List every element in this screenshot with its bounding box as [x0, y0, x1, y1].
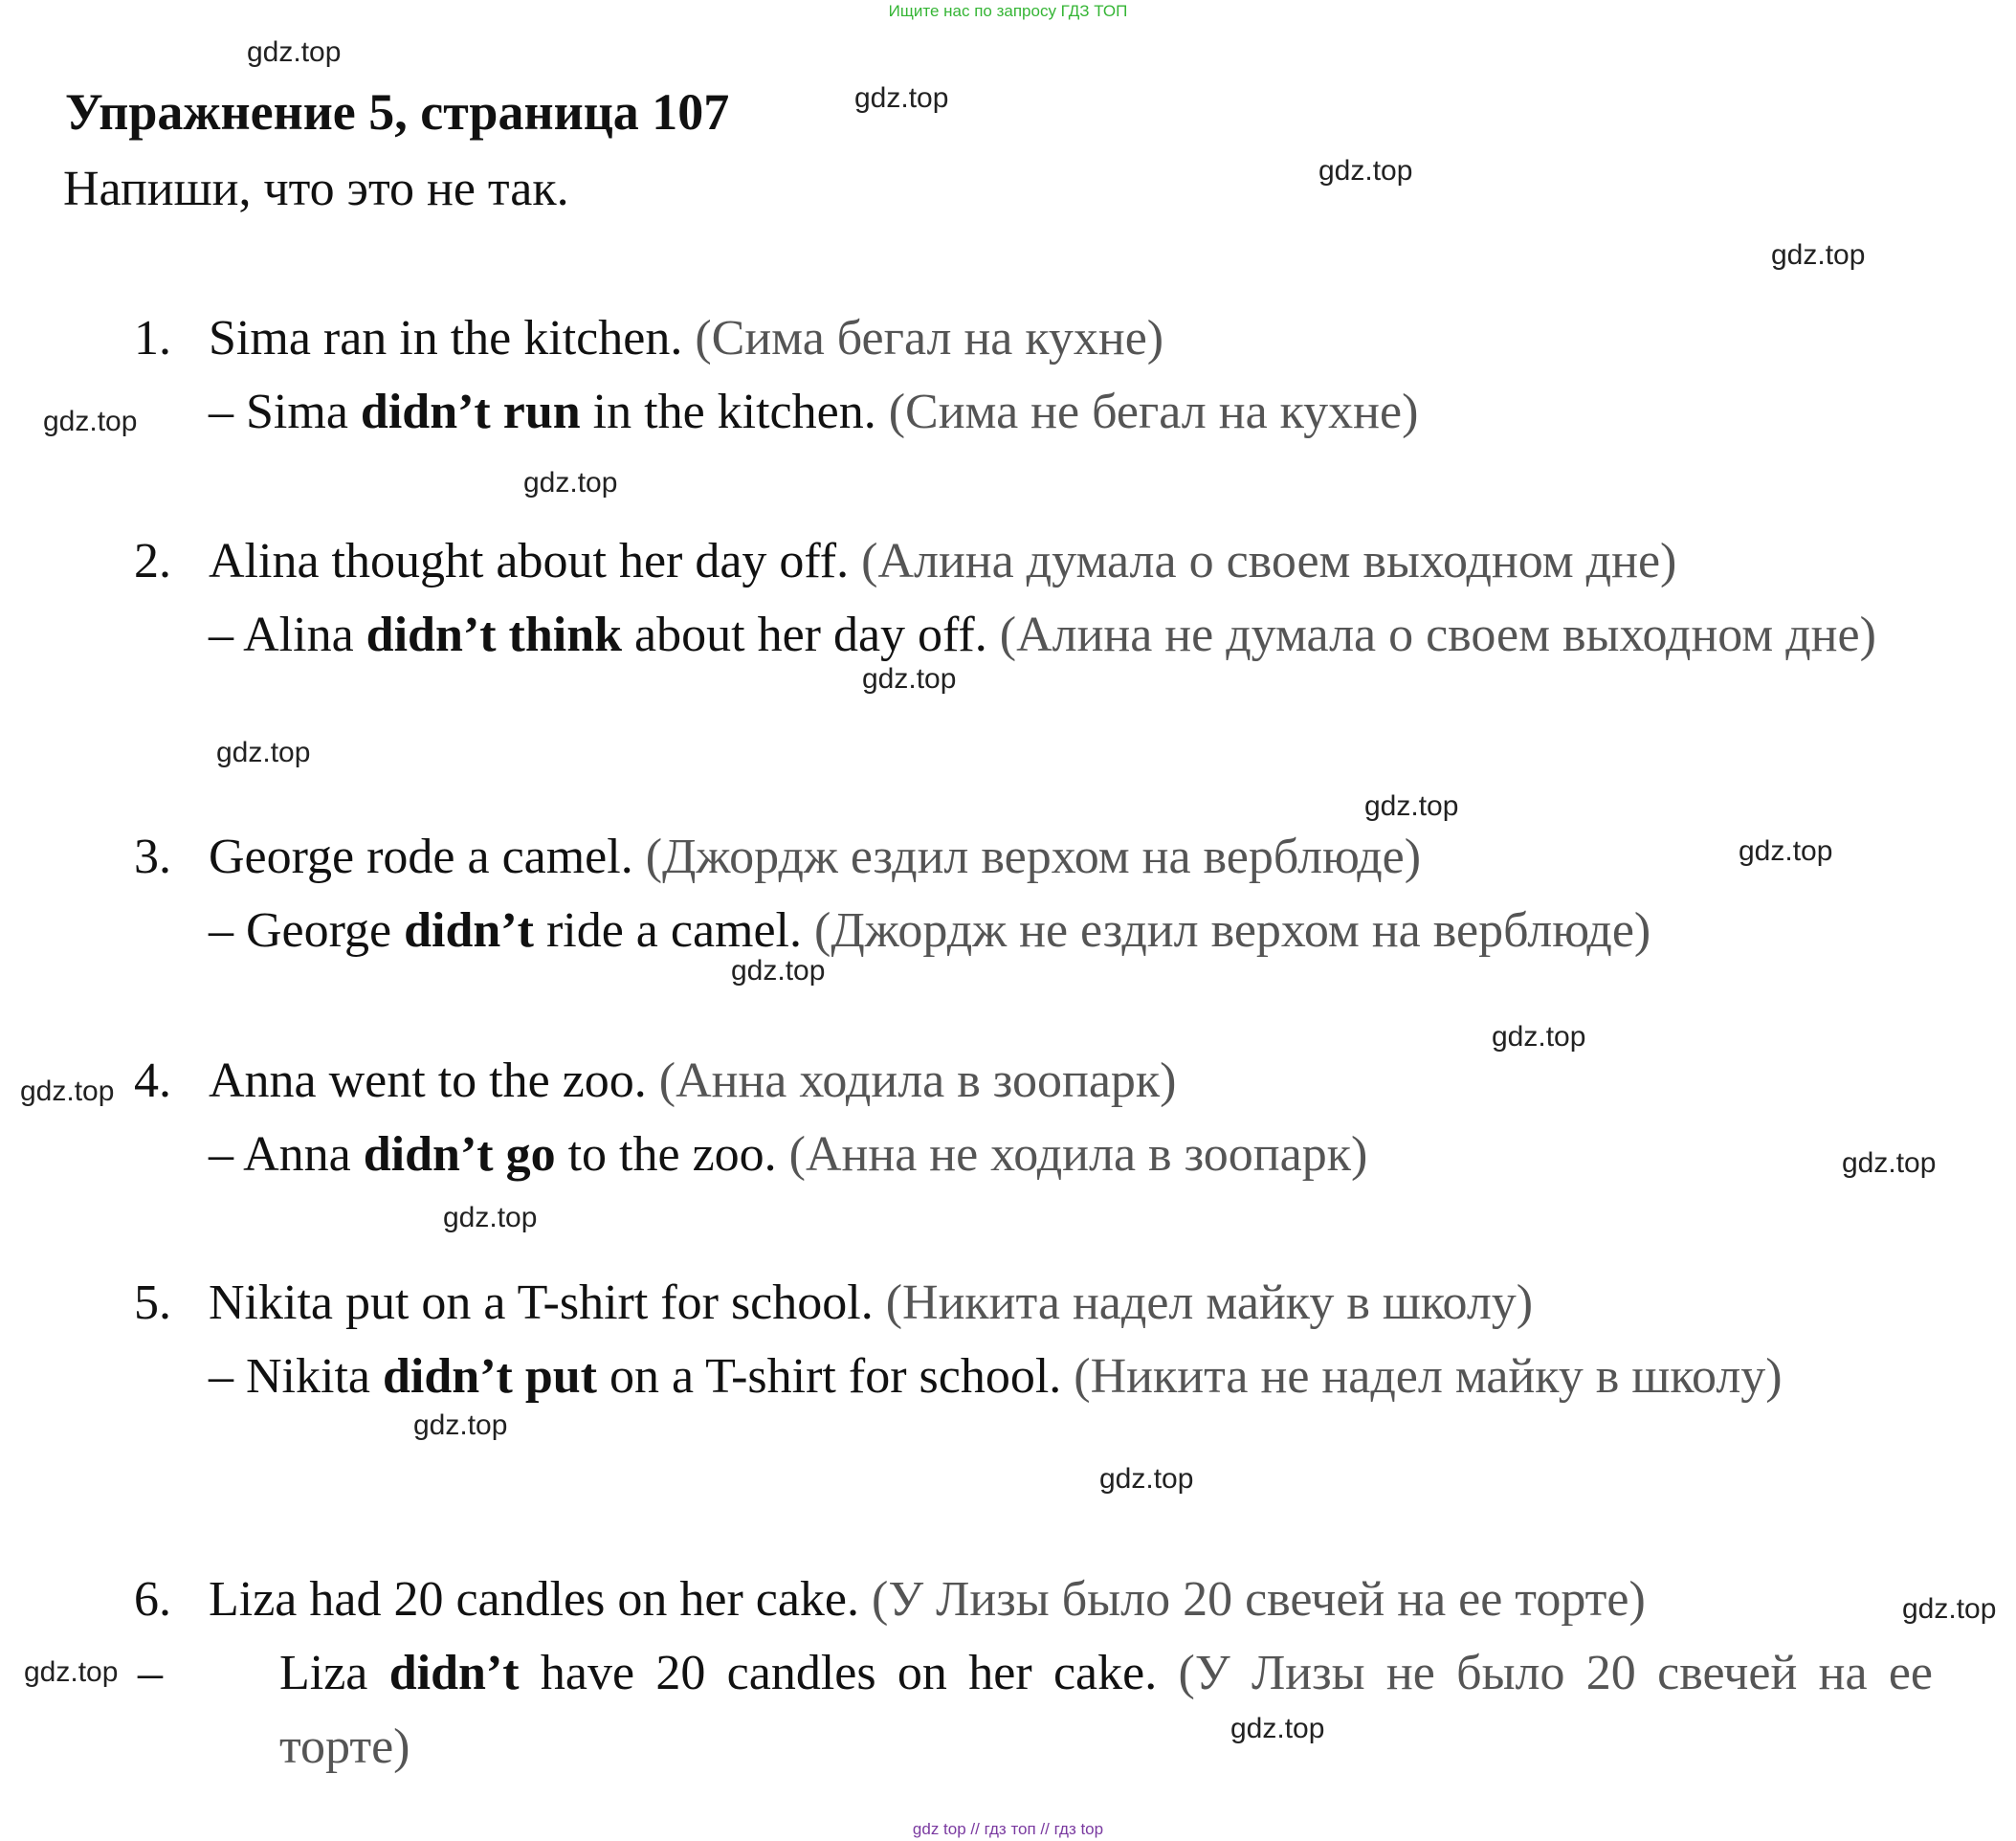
question-ru: (Алина думала о своем выходном дне): [861, 534, 1677, 588]
watermark: gdz.top: [443, 1202, 538, 1233]
answer-ru: (Никита не надел майку в школу): [1074, 1349, 1783, 1404]
answer-prefix: Liza: [279, 1646, 389, 1700]
question-line: [209, 524, 1933, 598]
answer-ru: (Анна не ходила в зоопарк): [788, 1127, 1368, 1182]
watermark: gdz.top: [1739, 835, 1833, 867]
question-ru: (Джордж ездил верхом на верблюде): [645, 830, 1422, 884]
watermark: gdz.top: [854, 82, 949, 114]
watermark: gdz.top: [523, 467, 618, 499]
answer-line: [138, 1636, 1934, 1784]
answer-line: [209, 1118, 1933, 1191]
watermark: gdz.top: [20, 1076, 115, 1107]
question-en: Nikita put on a T-shirt for school.: [209, 1275, 874, 1330]
answer-negation: didn’t think: [366, 608, 623, 662]
exercise-instruction: Напиши, что это не так.: [63, 162, 569, 216]
answer-rest: about her day off.: [622, 608, 987, 662]
watermark: gdz.top: [247, 36, 342, 68]
answer-ru: (Джордж не ездил верхом на верблюде): [814, 903, 1651, 958]
answer-rest: in the kitchen.: [580, 385, 876, 439]
watermark: gdz.top: [413, 1409, 508, 1441]
watermark: gdz.top: [1842, 1147, 1937, 1179]
watermark: gdz.top: [1902, 1593, 1997, 1625]
answer-prefix: – Sima: [209, 385, 361, 439]
watermark: gdz.top: [1771, 239, 1866, 271]
answer-line: [209, 375, 1933, 449]
question-en: George rode a camel.: [209, 830, 633, 884]
answer-line: [209, 894, 1933, 967]
answer-dash: –: [138, 1646, 163, 1700]
item-number: 6.: [134, 1572, 171, 1627]
watermark: gdz.top: [1364, 790, 1459, 822]
answer-rest: on a T-shirt for school.: [596, 1349, 1062, 1404]
question-en: Sima ran in the kitchen.: [209, 311, 683, 366]
exercise-item-1: [134, 301, 1933, 449]
exercise-item-3: [134, 820, 1933, 967]
watermark: gdz.top: [216, 737, 311, 768]
top-banner: Ищите нас по запросу ГДЗ ТОП: [888, 2, 1128, 20]
question-ru: (Анна ходила в зоопарк): [658, 1054, 1177, 1108]
answer-negation: didn’t: [404, 903, 534, 958]
exercise-title: Упражнение 5, страница 107: [65, 83, 730, 141]
watermark: gdz.top: [1230, 1713, 1325, 1744]
answer-negation: didn’t put: [382, 1349, 597, 1404]
answer-rest: have 20 candles on her cake.: [519, 1646, 1158, 1700]
question-ru: (У Лизы было 20 свечей на ее торте): [872, 1572, 1646, 1627]
question-line: [209, 1266, 1933, 1340]
exercise-item-6: [134, 1563, 1933, 1784]
exercise-item-5: [134, 1266, 1933, 1413]
item-number: 3.: [134, 830, 171, 884]
question-line: [209, 301, 1933, 375]
answer-ru: (У Лизы не было 20 свечей на ее торте): [279, 1646, 1934, 1774]
item-number: 2.: [134, 534, 171, 588]
watermark: gdz.top: [731, 955, 826, 987]
footer-links: gdz top // гдз топ // гдз top: [912, 1820, 1104, 1838]
watermark: gdz.top: [1492, 1021, 1586, 1053]
answer-rest: to the zoo.: [555, 1127, 777, 1182]
question-en: Anna went to the zoo.: [209, 1054, 647, 1108]
question-en: Liza had 20 candles on her cake.: [209, 1572, 860, 1627]
answer-line: [209, 598, 1933, 672]
question-line: [209, 1563, 1933, 1636]
watermark: gdz.top: [1099, 1463, 1194, 1495]
question-en: Alina thought about her day off.: [209, 534, 850, 588]
exercise-item-2: [134, 524, 1933, 672]
answer-negation: didn’t go: [363, 1127, 556, 1182]
answer-rest: ride a camel.: [533, 903, 802, 958]
answer-prefix: – Nikita: [209, 1349, 383, 1404]
question-ru: (Никита надел майку в школу): [885, 1275, 1534, 1330]
item-number: 5.: [134, 1275, 171, 1330]
answer-negation: didn’t: [388, 1646, 520, 1700]
answer-prefix: – Anna: [209, 1127, 364, 1182]
exercise-item-4: [134, 1044, 1933, 1191]
watermark: gdz.top: [1318, 155, 1413, 187]
question-line: [209, 820, 1933, 894]
watermark: gdz.top: [43, 406, 138, 437]
item-number: 4.: [134, 1054, 171, 1108]
watermark: gdz.top: [862, 663, 957, 695]
item-number: 1.: [134, 311, 171, 366]
question-ru: (Сима бегал на кухне): [695, 311, 1164, 366]
answer-ru: (Алина не думала о своем выходном дне): [999, 608, 1876, 662]
answer-prefix: – George: [209, 903, 405, 958]
answer-line: [209, 1340, 1933, 1413]
answer-prefix: – Alina: [209, 608, 366, 662]
answer-negation: didn’t run: [360, 385, 581, 439]
question-line: [209, 1044, 1933, 1118]
watermark: gdz.top: [24, 1656, 119, 1688]
answer-ru: (Сима не бегал на кухне): [888, 385, 1419, 439]
